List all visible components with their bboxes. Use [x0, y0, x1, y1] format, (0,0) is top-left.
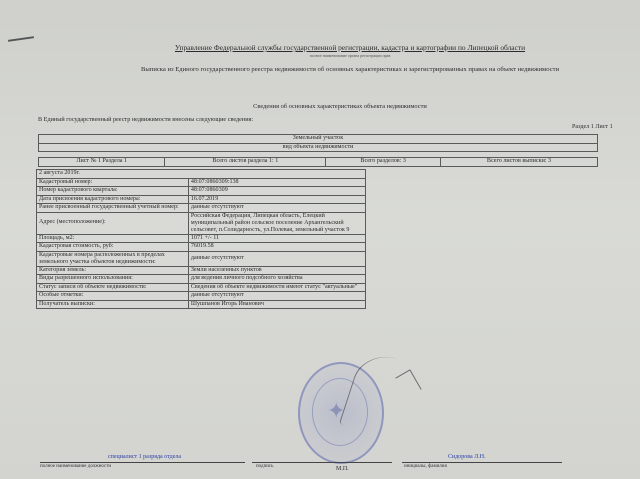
- object-type-table: [38, 134, 598, 152]
- row-value: для ведения личного подсобного хозяйства: [188, 275, 365, 284]
- table-row: [37, 251, 366, 266]
- signature-line: [252, 462, 392, 463]
- table-row: [37, 195, 366, 204]
- row-label: Номер кадастрового квартала:: [37, 187, 189, 196]
- initials-line: [402, 462, 562, 463]
- row-label: Кадастровая стоимость, руб:: [37, 243, 189, 252]
- table-row: [37, 300, 366, 309]
- table-row: [37, 243, 366, 252]
- signature-caption: подпись: [256, 464, 274, 469]
- row-label: Адрес (местоположение):: [37, 212, 189, 234]
- table-row: [37, 292, 366, 301]
- organization-name: Управление Федеральной службы государственной регистрации, кадастра и картографии по Липецкой области: [174, 43, 526, 52]
- row-label: Категория земель:: [37, 266, 189, 275]
- intro-text: В Единый государственный реестр недвижимости внесены следующие сведения:: [38, 116, 254, 123]
- table-row: [37, 212, 366, 234]
- organization-caption: полное наименование органа регистрации прав: [309, 53, 391, 58]
- row-label: Кадастровый номер:: [37, 178, 189, 187]
- characteristics-table: [36, 169, 366, 309]
- position-line: [40, 462, 245, 463]
- row-value: Земли населенных пунктов: [188, 266, 365, 275]
- row-value: 48:07:0860309:138: [188, 178, 365, 187]
- row-value: Российская Федерация, Липецкая область, Елецкий муниципальный район сельское поселение Архангельский сельсовет, п.Солидарность, ул.Полевая, земельный участок 9: [188, 212, 365, 234]
- row-value: 16.07.2019: [188, 195, 365, 204]
- seal-caption: М.П.: [336, 466, 349, 472]
- section-title: Сведения об основных характеристиках объекта недвижимости: [253, 103, 427, 110]
- row-label: Ранее присвоенный государственный учетный номер:: [37, 204, 189, 213]
- initials-value: Сидорова Л.Н.: [448, 454, 486, 460]
- extract-date: 2 августа 2019г.: [37, 170, 366, 179]
- row-label: Статус записи об объекте недвижимости:: [37, 283, 189, 292]
- object-type-caption: вид объекта недвижимости: [39, 143, 598, 152]
- row-label: Кадастровые номера расположенных в пределах земельного участка объектов недвижимости:: [37, 251, 189, 266]
- table-row: [37, 275, 366, 284]
- row-value: данные отсутствуют: [188, 251, 365, 266]
- row-label: Виды разрешенного использования:: [37, 275, 189, 284]
- object-type: Земельный участок: [39, 135, 598, 144]
- initials-caption: инициалы, фамилия: [404, 464, 447, 469]
- table-row: [37, 187, 366, 196]
- table-row: [37, 234, 366, 243]
- row-label: Получатель выписки:: [37, 300, 189, 309]
- row-label: Площадь, м2:: [37, 234, 189, 243]
- row-label: Особые отметки:: [37, 292, 189, 301]
- sheets-in-section: Всего листов раздела 1: 1: [165, 158, 326, 167]
- row-value: Шушпанов Игорь Иванович: [188, 300, 365, 309]
- row-value: 1071 +/- 11: [188, 234, 365, 243]
- table-row: [37, 283, 366, 292]
- position-value: специалист 1 разряда отдела: [108, 454, 182, 460]
- row-value: данные отсутствуют: [188, 204, 365, 213]
- sheets-total: Всего листов выписки: 3: [441, 158, 598, 167]
- sheet-info: Раздел 1 Лист 1: [572, 124, 613, 130]
- sheet-row-table: [38, 157, 598, 167]
- row-value: 76019.58: [188, 243, 365, 252]
- row-value: 48:07:0860309: [188, 187, 365, 196]
- table-row: [37, 266, 366, 275]
- table-row: [37, 204, 366, 213]
- pen-mark: [8, 36, 34, 42]
- sections-count: Всего разделов: 3: [326, 158, 441, 167]
- coat-of-arms-icon: ✦: [327, 398, 346, 423]
- row-value: данные отсутствуют: [188, 292, 365, 301]
- position-caption: полное наименование должности: [40, 464, 112, 469]
- document-title: Выписка из Единого государственного реестра недвижимости об основных характеристиках и зарегистрированных правах на объект недвижимости: [140, 66, 560, 73]
- table-row: [37, 178, 366, 187]
- sheet-number: Лист № 1 Раздела 1: [39, 158, 165, 167]
- row-value: Сведения об объекте недвижимости имеют статус "актуальные": [188, 283, 365, 292]
- row-label: Дата присвоения кадастрового номера:: [37, 195, 189, 204]
